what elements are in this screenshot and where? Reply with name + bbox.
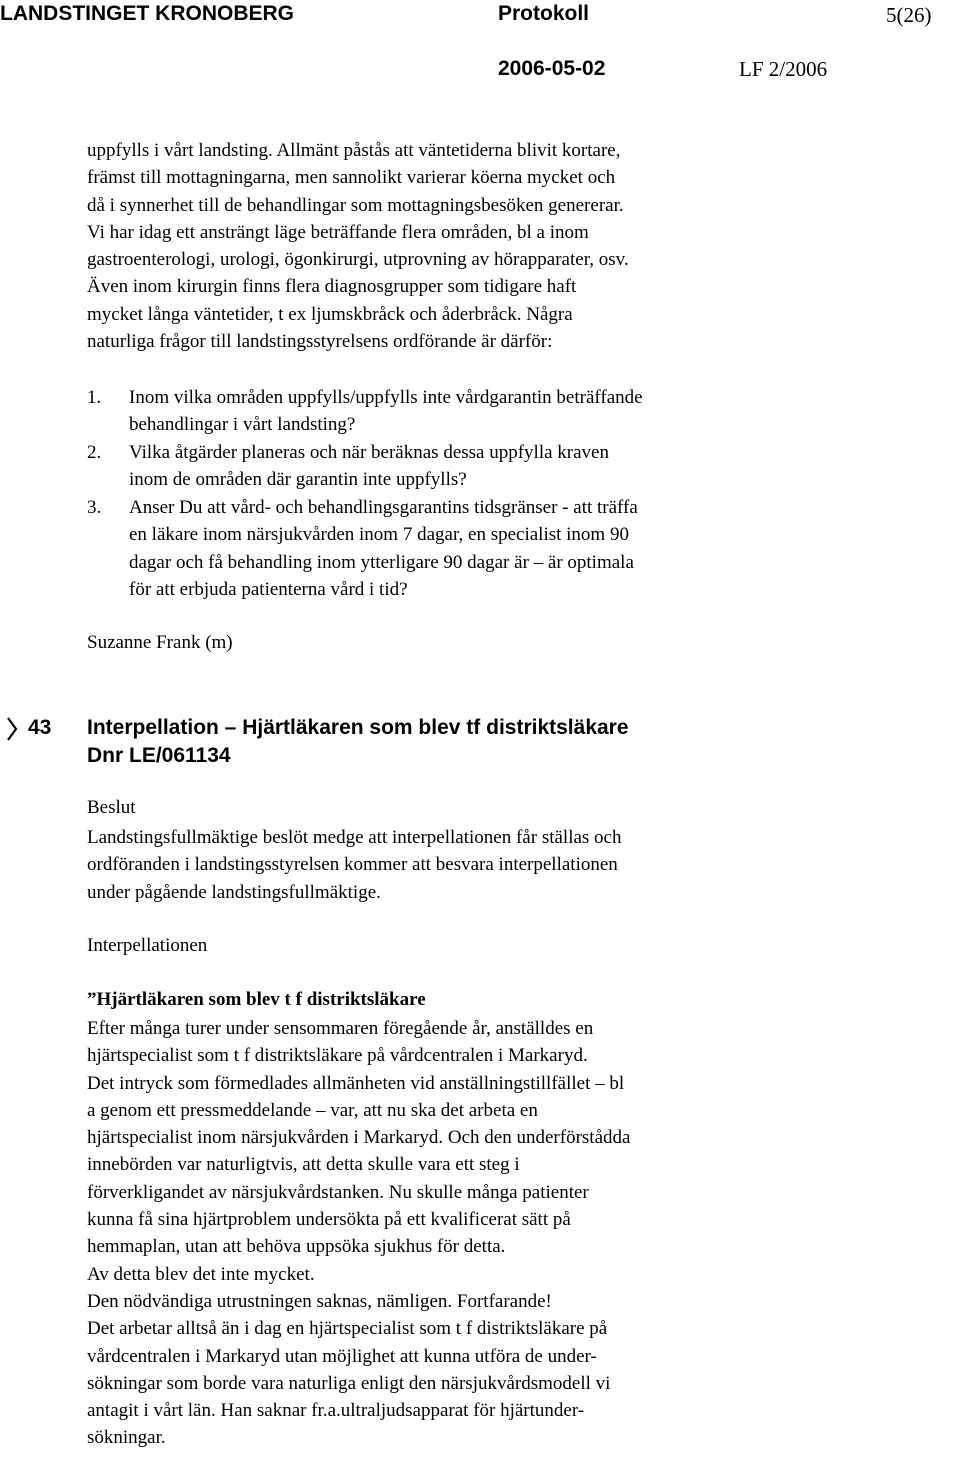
question-line: Inom vilka områden uppfylls/uppfylls inte vårdgarantin beträffande	[129, 387, 643, 408]
interpellation-line: förverkligandet av närsjukvårdstanken. Nu skulle många patienter	[87, 1181, 589, 1203]
interpellation-line: Det arbetar alltså än i dag en hjärtspecialist som t f distriktsläkare på	[87, 1318, 608, 1340]
intro-line: naturliga frågor till landstingsstyrelsens ordförande är därför:	[87, 331, 553, 353]
interpellation-line: hjärtspecialist som t f distriktsläkare på vårdcentralen i Markaryd.	[87, 1045, 588, 1067]
intro-line: Även inom kirurgin finns flera diagnosgrupper som tidigare haft	[87, 276, 577, 298]
section-arrow-icon	[6, 716, 18, 742]
interpellation-line: kunna få sina hjärtproblem undersökta på ett kvalificerat sätt på	[87, 1209, 571, 1231]
question-line: behandlingar i vårt landsting?	[129, 414, 356, 436]
intro-line: främst till mottagningarna, men sannolikt varierar köerna mycket och	[87, 167, 616, 189]
section-title: Interpellation – Hjärtläkaren som blev tf distriktsläkare	[87, 716, 629, 739]
beslut-line: under pågående landstingsfullmäktige.	[87, 881, 381, 903]
interpellation-line: Av detta blev det inte mycket.	[87, 1263, 315, 1285]
interpellation-line: Efter många turer under sensommaren föregående år, anställdes en	[87, 1018, 594, 1039]
question-line: en läkare inom närsjukvården inom 7 dagar, en specialist inom 90	[129, 524, 629, 546]
interpellation-line: vårdcentralen i Markaryd utan möjlighet att kunna utföra de under-	[87, 1345, 597, 1367]
question-text	[129, 384, 643, 439]
signature: Suzanne Frank (m)	[87, 632, 233, 653]
question-line: för att erbjuda patienterna vård i tid?	[129, 578, 408, 600]
interpellation-heading: Interpellationen	[87, 935, 208, 956]
question-line: inom de områden där garantin inte uppfylls?	[129, 469, 467, 491]
interpellation-line: hemmaplan, utan att behöva uppsöka sjukhus för detta.	[87, 1236, 506, 1258]
beslut-line: ordföranden i landstingsstyrelsen kommer att besvara interpellationen	[87, 854, 618, 876]
question-line: Vilka åtgärder planeras och när beräknas dessa uppfylla kraven	[129, 442, 609, 463]
interpellation-line: Det intryck som förmedlades allmänheten vid anställningstillfället – bl	[87, 1072, 625, 1094]
beslut-heading: Beslut	[87, 797, 136, 818]
interpellation-line: innebörden var naturligtvis, att detta skulle vara ett steg i	[87, 1154, 520, 1176]
question-number: 2.	[87, 442, 102, 463]
interpellation-line: hjärtspecialist inom närsjukvården i Markaryd. Och den underförstådda	[87, 1127, 631, 1149]
question-text	[129, 439, 609, 494]
doc-reference: LF 2/2006	[739, 57, 828, 81]
section-dnr: Dnr LE/061134	[87, 744, 231, 767]
beslut-text	[87, 824, 947, 906]
page-number: 5(26)	[886, 3, 932, 27]
question-number: 3.	[87, 497, 102, 518]
intro-line: uppfylls i vårt landsting. Allmänt påstås att väntetiderna blivit kortare,	[87, 140, 621, 161]
interpellation-line: sökningar.	[87, 1427, 166, 1449]
question-line: Anser Du att vård- och behandlingsgarantins tidsgränser - att träffa	[129, 497, 638, 518]
question-line: dagar och få behandling inom ytterligare 90 dagar är – är optimala	[129, 551, 634, 573]
interpellation-line: Den nödvändiga utrustningen saknas, nämligen. Fortfarande!	[87, 1290, 552, 1312]
doc-date: 2006-05-02	[498, 57, 606, 80]
interpellation-line: a genom ett pressmeddelande – var, att nu ska det arbeta en	[87, 1099, 538, 1121]
interpellation-line: sökningar som borde vara naturliga enligt den närsjukvårdsmodell vi	[87, 1372, 611, 1394]
interpellation-line: antagit i vårt län. Han saknar fr.a.ultraljudsapparat för hjärtunder-	[87, 1400, 585, 1422]
intro-line: mycket långa väntetider, t ex ljumskbråck och åderbråck. Några	[87, 303, 573, 325]
beslut-line: Landstingsfullmäktige beslöt medge att interpellationen får ställas och	[87, 827, 622, 848]
org-name: LANDSTINGET KRONOBERG	[0, 2, 294, 25]
intro-line: Vi har idag ett ansträngt läge beträffande flera områden, bl a inom	[87, 221, 589, 243]
question-text	[129, 494, 638, 603]
question-number: 1.	[87, 387, 102, 408]
interpellation-text	[87, 1015, 947, 1452]
intro-line: gastroenterologi, urologi, ögonkirurgi, utprovning av hörapparater, osv.	[87, 249, 629, 271]
interpellation-subtitle: ”Hjärtläkaren som blev t f distriktsläkare	[87, 989, 426, 1010]
intro-line: då i synnerhet till de behandlingar som mottagningsbesöken genererar.	[87, 194, 624, 216]
doc-type: Protokoll	[498, 2, 590, 25]
section-number: 43	[28, 716, 52, 739]
intro-paragraph	[87, 137, 947, 355]
